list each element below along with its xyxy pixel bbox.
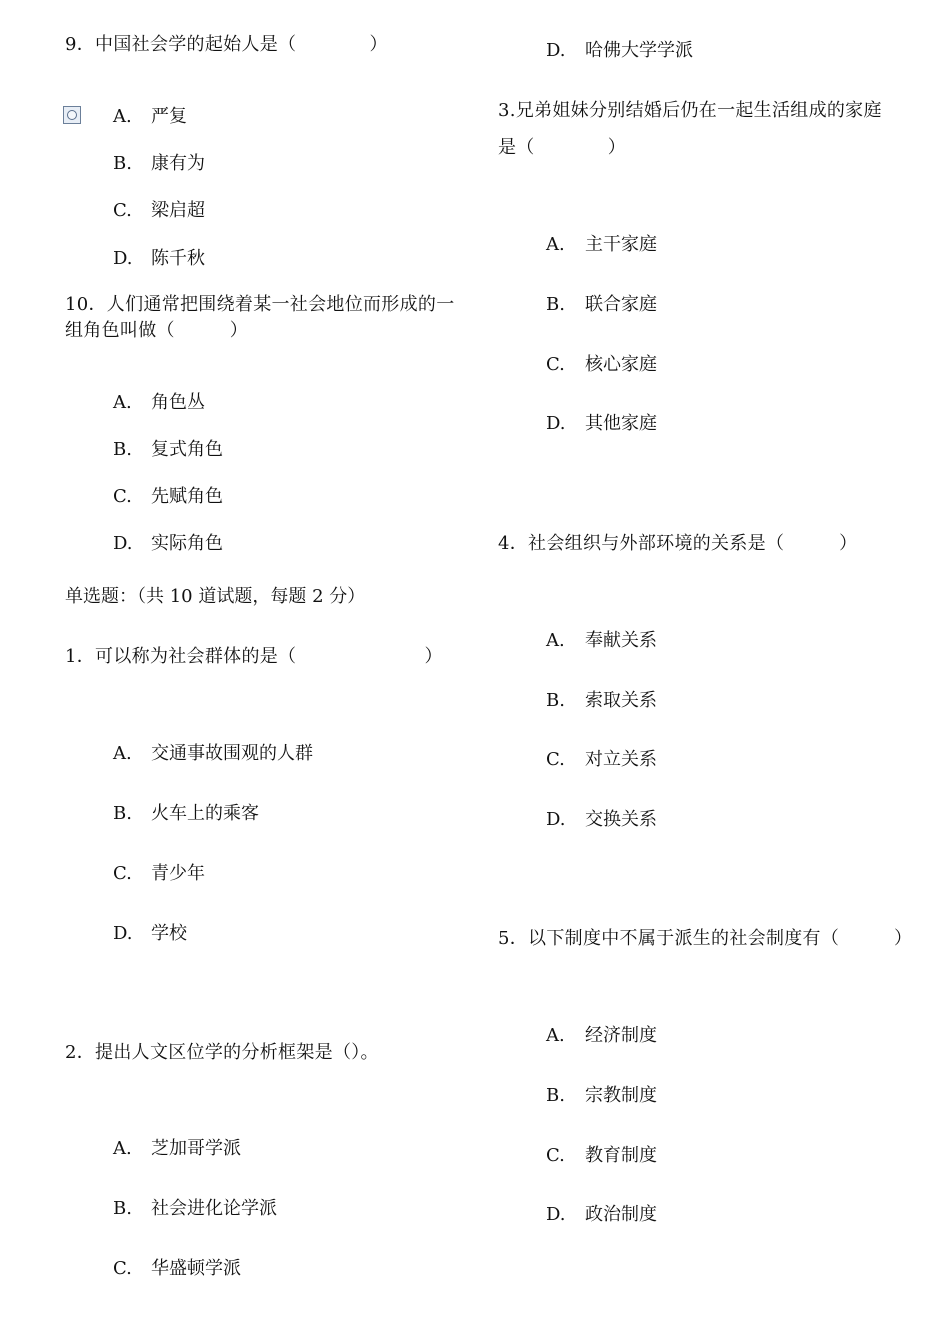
- q5-option-a-letter: A.: [546, 1025, 565, 1046]
- question-9-title: 9．中国社会学的起始人是（ ）: [65, 34, 388, 55]
- q9-option-b-letter: B.: [113, 153, 132, 174]
- q5-option-b-text: 宗教制度: [585, 1085, 657, 1106]
- q3-option-c-letter: C.: [546, 354, 565, 375]
- q2-option-c-text: 华盛顿学派: [151, 1258, 241, 1279]
- q3-option-b-text: 联合家庭: [585, 294, 657, 315]
- q9-option-a-text: 严复: [151, 106, 187, 127]
- q2-option-d-letter: D.: [546, 40, 566, 61]
- q1-option-b-text: 火车上的乘客: [151, 803, 259, 824]
- q10-option-a-letter: A.: [113, 392, 132, 413]
- q1-option-d-letter: D.: [113, 923, 133, 944]
- question-5-title: 5．以下制度中不属于派生的社会制度有（ ）: [498, 928, 913, 949]
- q3-option-d-letter: D.: [546, 413, 566, 434]
- q2-option-b-letter: B.: [113, 1198, 132, 1219]
- q9-option-d-text: 陈千秋: [151, 248, 205, 269]
- question-10-line1: 10．人们通常把围绕着某一社会地位而形成的一: [65, 294, 455, 315]
- q10-option-c-letter: C.: [113, 486, 132, 507]
- q1-option-c-text: 青少年: [151, 863, 205, 884]
- q1-option-d-text: 学校: [151, 923, 187, 944]
- q4-option-b-text: 索取关系: [585, 690, 657, 711]
- q1-option-a-letter: A.: [113, 743, 132, 764]
- q5-option-d-text: 政治制度: [585, 1204, 657, 1225]
- q4-option-a-text: 奉献关系: [585, 630, 657, 651]
- q4-option-b-letter: B.: [546, 690, 565, 711]
- q10-option-d-letter: D.: [113, 533, 133, 554]
- q10-option-b-text: 复式角色: [151, 439, 223, 460]
- q4-option-d-letter: D.: [546, 809, 566, 830]
- question-1-title: 1．可以称为社会群体的是（ ）: [65, 646, 443, 667]
- q9-option-d-letter: D.: [113, 248, 133, 269]
- section-heading: 单选题：（共 10 道试题，每题 2 分）: [65, 586, 366, 607]
- q2-option-d-text: 哈佛大学学派: [585, 40, 693, 61]
- q4-option-a-letter: A.: [546, 630, 565, 651]
- q10-option-d-text: 实际角色: [151, 533, 223, 554]
- q9-option-a-letter: A.: [113, 106, 132, 127]
- q1-option-b-letter: B.: [113, 803, 132, 824]
- q1-option-c-letter: C.: [113, 863, 132, 884]
- q3-option-c-text: 核心家庭: [585, 354, 657, 375]
- q10-option-b-letter: B.: [113, 439, 132, 460]
- question-4-title: 4．社会组织与外部环境的关系是（ ）: [498, 533, 858, 554]
- q5-option-b-letter: B.: [546, 1085, 565, 1106]
- q4-option-c-letter: C.: [546, 749, 565, 770]
- q9-option-b-text: 康有为: [151, 153, 205, 174]
- q4-option-d-text: 交换关系: [585, 809, 657, 830]
- q5-option-c-letter: C.: [546, 1145, 565, 1166]
- q3-option-a-letter: A.: [546, 234, 565, 255]
- q2-option-c-letter: C.: [113, 1258, 132, 1279]
- q9-option-c-letter: C.: [113, 200, 132, 221]
- radio-button-icon[interactable]: [63, 106, 81, 124]
- q5-option-d-letter: D.: [546, 1204, 566, 1225]
- q10-option-c-text: 先赋角色: [151, 486, 223, 507]
- q3-option-d-text: 其他家庭: [585, 413, 657, 434]
- q1-option-a-text: 交通事故围观的人群: [151, 743, 313, 764]
- question-10-line2: 组角色叫做（ ）: [65, 320, 248, 341]
- q4-option-c-text: 对立关系: [585, 749, 657, 770]
- question-3-line2: 是（ ）: [498, 137, 627, 158]
- q5-option-a-text: 经济制度: [585, 1025, 657, 1046]
- q10-option-a-text: 角色丛: [151, 392, 205, 413]
- q2-option-a-letter: A.: [113, 1138, 132, 1159]
- question-3-line1: 3.兄弟姐妹分别结婚后仍在一起生活组成的家庭: [498, 100, 882, 121]
- q5-option-c-text: 教育制度: [585, 1145, 657, 1166]
- q3-option-a-text: 主干家庭: [585, 234, 657, 255]
- q3-option-b-letter: B.: [546, 294, 565, 315]
- q9-option-c-text: 梁启超: [151, 200, 205, 221]
- question-2-title: 2．提出人文区位学的分析框架是（）。: [65, 1042, 379, 1063]
- q2-option-a-text: 芝加哥学派: [151, 1138, 241, 1159]
- q2-option-b-text: 社会进化论学派: [151, 1198, 277, 1219]
